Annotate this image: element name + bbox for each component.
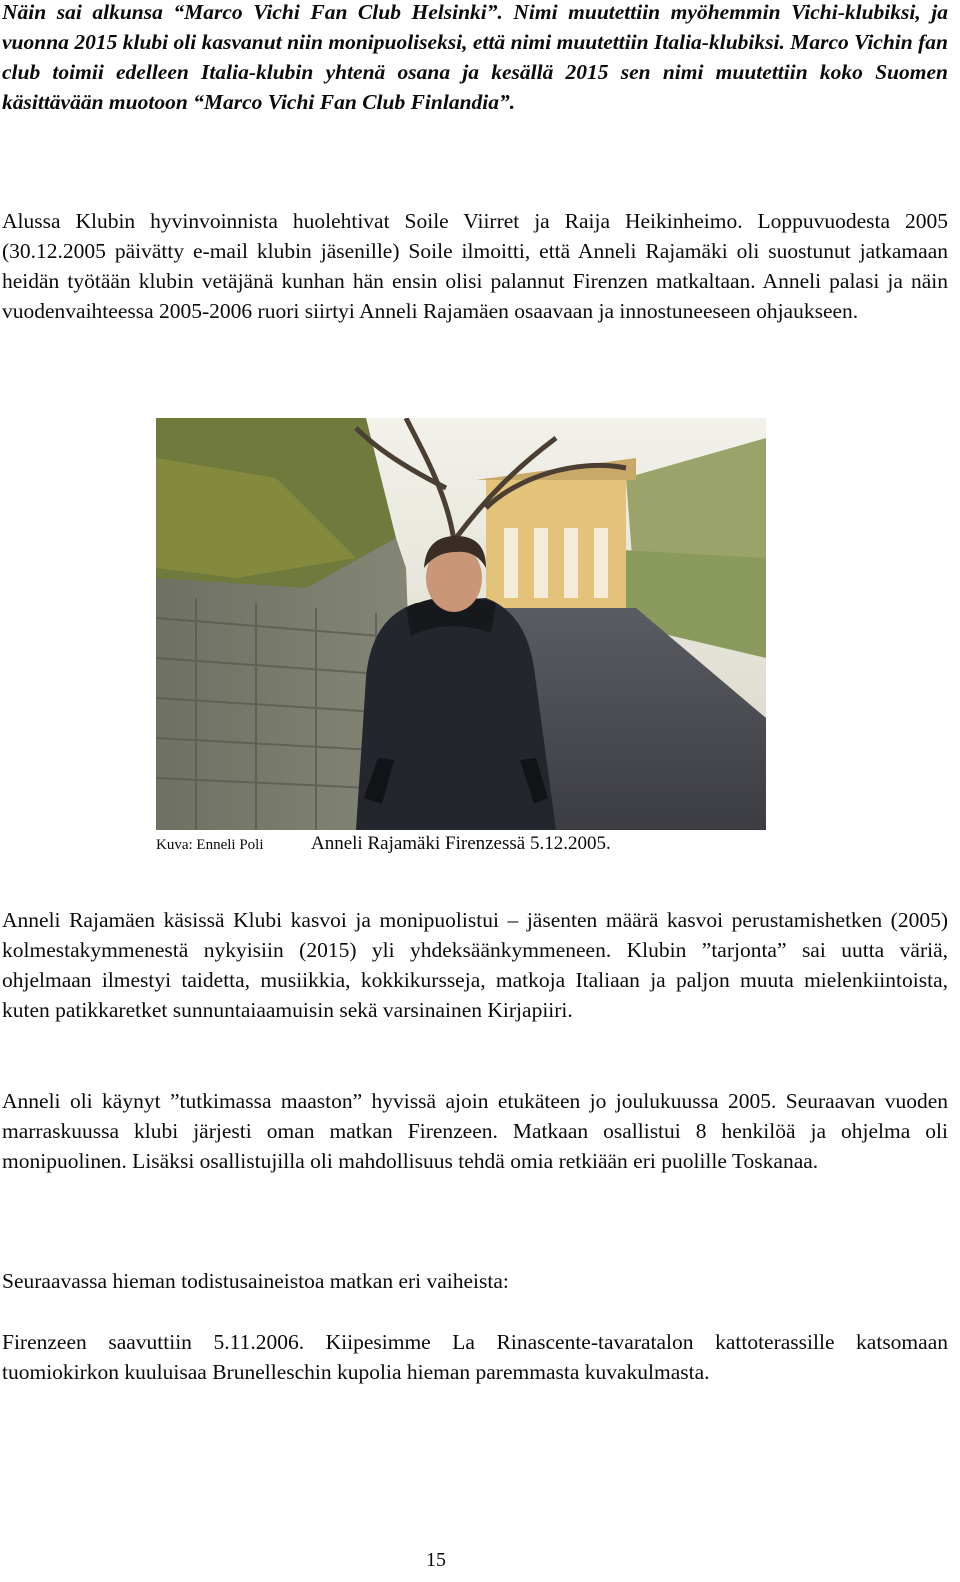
growth-paragraph: Anneli Rajamäen käsissä Klubi kasvoi ja monipuolistui – jäsenten määrä kasvoi perustamishetken (2005) kolmestakymmenestä nykyisiin (2015) yli yhdeksäänkymmeneen. Klubin ”tarjonta” sai uutta väriä, ohjelmaan ilmestyi taidetta, musiikkia, kokkikursseja, matkoja Italiaan ja paljon muuta mielenkiintoista, kuten patikkaretket sunnuntaiaamuisin sekä varsinainen Kirjapiiri. [2,908,948,1022]
photo-caption: Anneli Rajamäki Firenzessä 5.12.2005. [311,833,611,854]
arrival-paragraph: Firenzeen saavuttiin 5.11.2006. Kiipesimme La Rinascente-tavaratalon kattoterassille katsomaan tuomiokirkon kuuluisaa Brunelleschin kupolia hieman paremmasta kuvakulmasta. [2,1330,948,1384]
evidence-paragraph: Seuraavassa hieman todistusaineistoa matkan eri vaiheista: [2,1269,509,1293]
leadership-paragraph: Alussa Klubin hyvinvoinnista huolehtivat Soile Viirret ja Raija Heikinheimo. Loppuvuodesta 2005 (30.12.2005 päivätty e-mail klubin jäsenille) Soile ilmoitti, että Anneli Rajamäki oli suostunut jatkamaan heidän työtään klubin vetäjänä kunhan hän ensin olisi palannut Firenzen matkaltaan. Anneli palasi ja näin vuodenvaihteessa 2005-2006 ruori siirtyi Anneli Rajamäen osaavaan ja innostuneeseen ohjaukseen. [2,209,948,323]
photo-woman-on-road [156,418,766,830]
trip-paragraph: Anneli oli käynyt ”tutkimassa maaston” hyvissä ajoin etukäteen jo joulukuussa 2005. Seuraavan vuoden marraskuussa klubi järjesti oman matkan Firenzeen. Matkaan osallistui 8 henkilöä ja ohjelma oli monipuolinen. Lisäksi osallistujilla oli mahdollisuus tehdä omia retkiään eri puolille Toskanaa. [2,1089,948,1173]
intro-paragraph: Näin sai alkunsa “Marco Vichi Fan Club Helsinki”. Nimi muutettiin myöhemmin Vichi-klubiksi, ja vuonna 2015 klubi oli kasvanut niin monipuoliseksi, että nimi muutettiin Italia-klubiksi. Marco Vichin fan club toimii edelleen Italia-klubin yhtenä osana ja kesällä 2015 sen nimi muutettiin koko Suomen käsittävään muotoon “Marco Vichi Fan Club Finlandia”. [2,0,948,114]
photo-credit: Kuva: Enneli Poli [156,837,264,853]
page-number: 15 [426,1549,446,1571]
